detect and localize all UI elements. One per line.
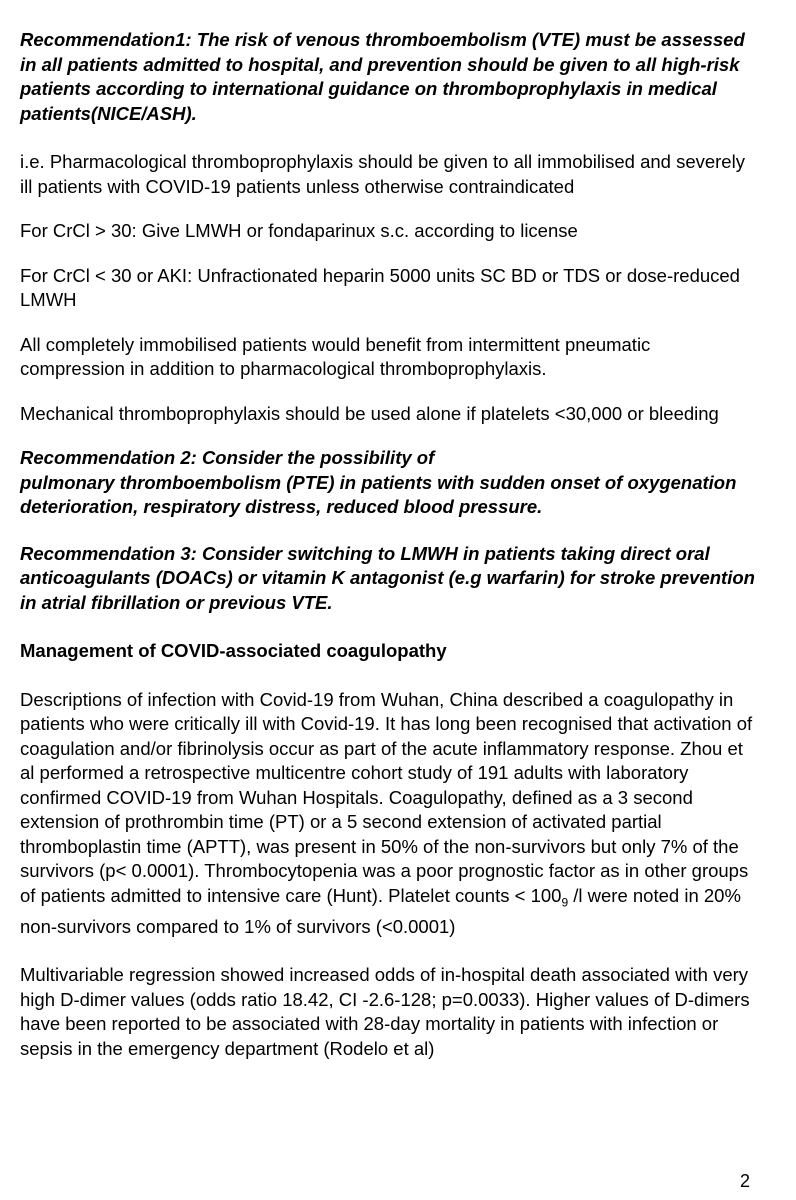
crcl-low-paragraph: For CrCl < 30 or AKI: Unfractionated heparin 5000 units SC BD or TDS or dose-reduced LMWH [20,264,740,310]
document-page [20,28,760,1061]
section-heading: Management of COVID-associated coagulopathy [20,640,447,661]
recommendation-2-line-2: pulmonary thromboembolism (PTE) in patients with sudden onset of oxygenation deterioration, respiratory distress, reduced blood pressure. [20,471,737,517]
coagulopathy-subscript: 9 [561,895,569,910]
page-number: 2 [739,1171,750,1191]
mechanical-paragraph: Mechanical thromboprophylaxis should be used alone if platelets <30,000 or bleeding [20,402,719,424]
ie-paragraph: i.e. Pharmacological thromboprophylaxis should be given to all immobilised and severely ill patients with COVID-19 patients unless otherwise contraindicated [20,151,745,197]
immobilised-paragraph: All completely immobilised patients would benefit from intermittent pneumatic compression in addition to pharmacological thromboprophylaxis. [20,333,651,379]
d-dimer-paragraph: Multivariable regression showed increased odds of in-hospital death associated with very high D-dimer values (odds ratio 18.42, CI -2.6-128; p=0.0033). Higher values of D-dimers have been reported to be associated with 28-day mortality in patients with infection or sepsis in the emergency department (Rodelo et al) [20,964,750,1059]
recommendation-1: Recommendation1: The risk of venous thromboembolism (VTE) must be assessed in all patients admitted to hospital, and prevention should be given to all high-risk patients according to international guidance on thromboprophylaxis in medical patients(NICE/ASH). [20,29,745,124]
coagulopathy-text-a: Descriptions of infection with Covid-19 from Wuhan, China described a coagulopathy in patients who were critically ill with Covid-19. It has long been recognised that activation of coagulation and/or fibrinolysis occur as part of the acute inflammatory response. Zhou et al performed a retrospective multicentre cohort study of 191 adults with laboratory confirmed COVID-19 from Wuhan Hospitals. Coagulopathy, defined as a 3 second extension of prothrombin time (PT) or a 5 second extension of activated partial thromboplastin time (APTT), was present in 50% of the non-survivors but only 7% of the survivors (p< 0.0001). Thrombocytopenia was a poor prognostic factor as in other groups of patients admitted to intensive care (Hunt). Platelet counts < 100 [20,688,753,906]
coagulopathy-text-b: /l were noted in 20% non-survivors compared to 1% of survivors (<0.0001) [20,884,741,937]
recommendation-2 [20,446,760,520]
coagulopathy-paragraph [20,688,760,940]
crcl-high-paragraph: For CrCl > 30: Give LMWH or fondaparinux s.c. according to license [20,220,578,241]
recommendation-3: Recommendation 3: Consider switching to LMWH in patients taking direct oral anticoagulants (DOACs) or vitamin K antagonist (e.g warfarin) for stroke prevention in atrial fibrillation or previous VTE. [20,542,755,613]
recommendation-2-line-1: Recommendation 2: Consider the possibility of [20,447,435,468]
